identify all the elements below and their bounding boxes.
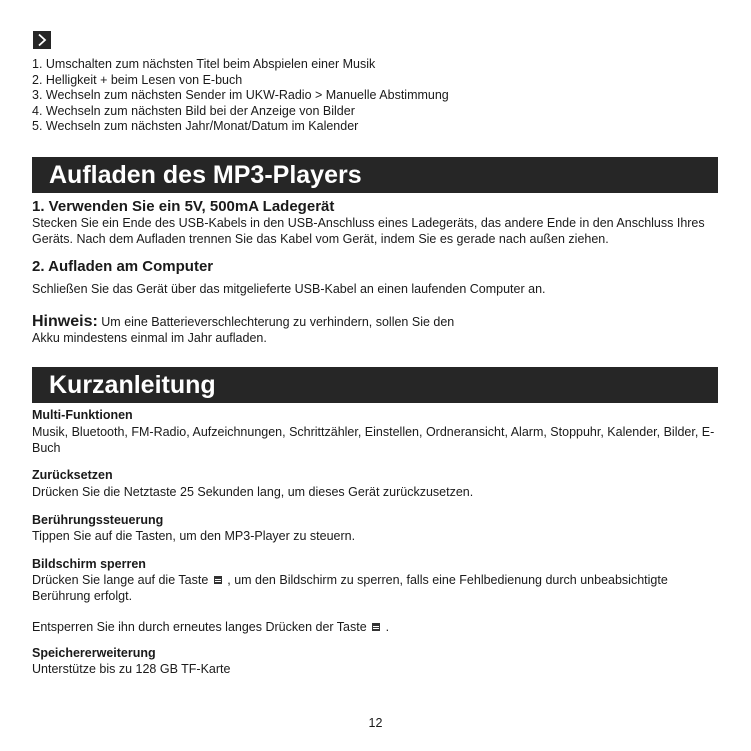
list-item: 3. Wechseln zum nächsten Sender im UKW-Radio > Manuelle Abstimmung [32, 88, 449, 103]
note-line-2: Akku mindestens einmal im Jahr aufladen. [32, 331, 267, 345]
note-line-1 [32, 314, 722, 330]
lock-text-a: Drücken Sie lange auf die Taste [32, 573, 209, 587]
lock-text-b: , um den Bildschirm zu sperren, falls eine Fehlbedienung durch unbeabsichtigte Berührung erfolgt. [32, 573, 668, 603]
list-item: 5. Wechseln zum nächsten Jahr/Monat/Datum im Kalender [32, 119, 359, 134]
list-item: 1. Umschalten zum nächsten Titel beim Abspielen einer Musik [32, 57, 376, 71]
list-item: 4. Wechseln zum nächsten Bild bei der Anzeige von Bilder [32, 103, 355, 118]
reset-heading: Zurücksetzen [32, 468, 113, 482]
chevron-right-glyph [36, 33, 48, 47]
next-functions-list [32, 57, 449, 135]
touch-heading: Berührungssteuerung [32, 513, 164, 527]
lock-text [32, 572, 722, 604]
chevron-right-icon [33, 31, 51, 49]
lock-heading: Bildschirm sperren [32, 557, 146, 571]
menu-key-icon [372, 623, 380, 631]
menu-key-icon [214, 576, 222, 584]
note-text-1: Um eine Batterieverschlechterung zu verhindern, sollen Sie den [101, 315, 455, 329]
list-item: 2. Helligkeit + beim Lesen von E-buch [32, 72, 243, 87]
page-number: 12 [368, 716, 383, 730]
section-banner-charging: Aufladen des MP3-Players [32, 157, 718, 193]
storage-text: Unterstütze bis zu 128 GB TF-Karte [32, 662, 231, 676]
computer-heading: 2. Aufladen am Computer [32, 258, 214, 275]
touch-text: Tippen Sie auf die Tasten, um den MP3-Player zu steuern. [32, 529, 356, 543]
multi-text: Musik, Bluetooth, FM-Radio, Aufzeichnungen, Schrittzähler, Einstellen, Ordneransicht, Alarm, Stoppuhr, Kalender, Bilder, E-Buch [32, 425, 715, 455]
reset-text: Drücken Sie die Netztaste 25 Sekunden lang, um dieses Gerät zurückzusetzen. [32, 485, 474, 499]
note-block [32, 314, 722, 346]
adapter-text: Stecken Sie ein Ende des USB-Kabels in den USB-Anschluss eines Ladegeräts, das andere Ende in den Anschluss Ihres Geräts. Nach dem Aufladen trennen Sie das Kabel vom Gerät, indem Sie es gerade nach außen ziehen. [32, 216, 705, 246]
computer-text: Schließen Sie das Gerät über das mitgelieferte USB-Kabel an einen laufenden Computer an. [32, 282, 546, 296]
section-banner-quickguide: Kurzanleitung [32, 367, 718, 403]
storage-heading: Speichererweiterung [32, 646, 156, 660]
multi-heading: Multi-Funktionen [32, 408, 133, 422]
unlock-text [32, 619, 722, 635]
adapter-heading: 1. Verwenden Sie ein 5V, 500mA Ladegerät [32, 198, 335, 215]
unlock-text-a: Entsperren Sie ihn durch erneutes langes Drücken der Taste [32, 620, 367, 634]
unlock-text-b: . [385, 620, 390, 634]
note-label: Hinweis: [32, 313, 98, 330]
